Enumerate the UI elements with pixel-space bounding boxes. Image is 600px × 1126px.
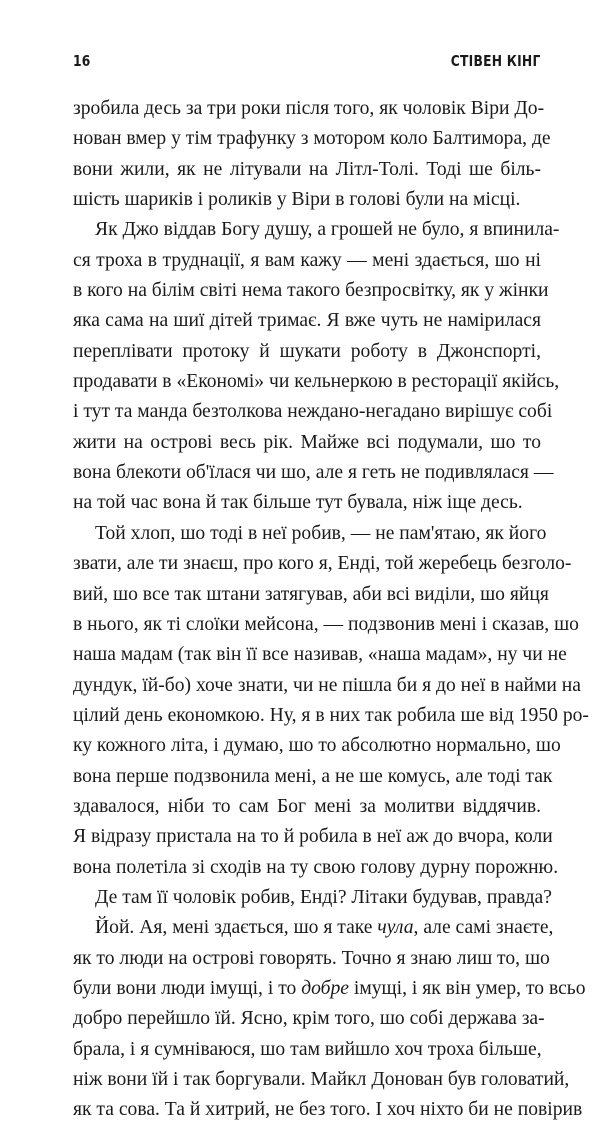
- text-line: як та сова. Та й хитрий, не без того. І хоч ніхто би не повірив: [73, 1099, 583, 1121]
- text-line: як то люди на острові говорять. Точно я знаю лиш то, шо: [73, 947, 550, 969]
- text-line: ніж вони їй і так боргували. Майкл Донован був головатий,: [73, 1069, 570, 1090]
- text-line: цілий день економкою. Ну, я в них так робила ше від 1950 ро-: [73, 704, 589, 726]
- emphasis: чула: [377, 917, 414, 939]
- text-line: були вони люди імущі, і то добре імущі, і як він умер, то всьо: [73, 977, 586, 999]
- text-line: Де там її чоловік робив, Енді? Літаки будував, правда?: [95, 886, 552, 908]
- text-line: добро перейшло їй. Ясно, крім того, шо собі держава за-: [73, 1008, 545, 1030]
- text-line: наша мадам (так він її все називав, «наша мадам», ну чи не: [73, 644, 567, 666]
- text-line: вони жили, як не літували на Літл-Толі. Тоді ше біль-: [73, 158, 541, 180]
- text-line: продавати в «Економі» чи кельнеркою в ресторації якійсь,: [73, 371, 560, 393]
- text-line: яка сама на шиї дітей тримає. Я вже чуть не намірилася: [73, 310, 541, 332]
- text-line: в кого на білім світі нема такого безпросвітку, як у жінки: [73, 280, 549, 302]
- text-line: брала, і я сумніваюся, шо там вийшло хоч троха більше,: [73, 1038, 542, 1060]
- text-line: шість шариків і роликів у Віри в голові були на місці.: [73, 189, 521, 211]
- text-line: зробила десь за три роки після того, як чоловік Віри До-: [73, 98, 545, 119]
- text-line: ся троха в труднації, я вам кажу — мені здається, шо ні: [73, 249, 541, 271]
- text-line: Як Джо віддав Богу душу, а грошей не було, я впинила-: [95, 219, 560, 241]
- text-line: і тут та манда безтолкова неждано-негадано вирішує собі: [73, 401, 553, 423]
- text-line: в нього, як ті слоїки мейсона, — подзвонив мені і сказав, шо: [73, 613, 579, 635]
- text-line: вона перше подзвонила мені, а не ше комусь, але тоді так: [73, 765, 553, 787]
- text-line: вий, шо все так штани затягував, аби всі виділи, шо яйця: [73, 583, 549, 605]
- text-line: здавалося, ніби то сам Бог мені за молитви віддячив.: [73, 795, 541, 817]
- body-text: [73, 94, 589, 1126]
- text-line: жити на острові весь рік. Майже всі подумали, шо то: [73, 431, 541, 453]
- emphasis: добре: [301, 977, 350, 999]
- text-line: Я відразу пристала на то й робила в неї аж до вчора, коли: [73, 826, 553, 848]
- text-line: Той хлоп, шо тоді в неї робив, — не пам'ятаю, як його: [95, 522, 547, 544]
- text-line: ку кожного літа, і думаю, шо то абсолютно нормально, шо: [73, 735, 561, 757]
- text-line: нован вмер у тім трафунку з мотором коло Балтимора, де: [73, 128, 551, 150]
- page-header: [73, 52, 541, 74]
- text-line: дундук, їй-бо) хоче знати, чи не пішла би я до неї в найми на: [73, 674, 581, 696]
- text-line: вона блекоти об'їлася чи шо, але я геть не подивлялася —: [73, 462, 554, 484]
- text-line: на той час вона й так більше тут бувала, ніж іще десь.: [73, 492, 523, 514]
- page-number: 16: [73, 52, 91, 70]
- text-line: переплівати протоку й шукати роботу в Джонспорті,: [73, 340, 541, 362]
- running-head-author: СТІВЕН КІНГ: [451, 52, 541, 70]
- text-line: звати, але ти знаєш, про кого я, Енді, той жеребець безголо-: [73, 553, 572, 575]
- book-page: [73, 52, 589, 1126]
- text-line: Йой. Ая, мені здається, шо я таке чула, але самі знаєте,: [95, 917, 554, 939]
- text-line: вона полетіла зі сходів на ту свою голову дурну порожню.: [73, 856, 559, 878]
